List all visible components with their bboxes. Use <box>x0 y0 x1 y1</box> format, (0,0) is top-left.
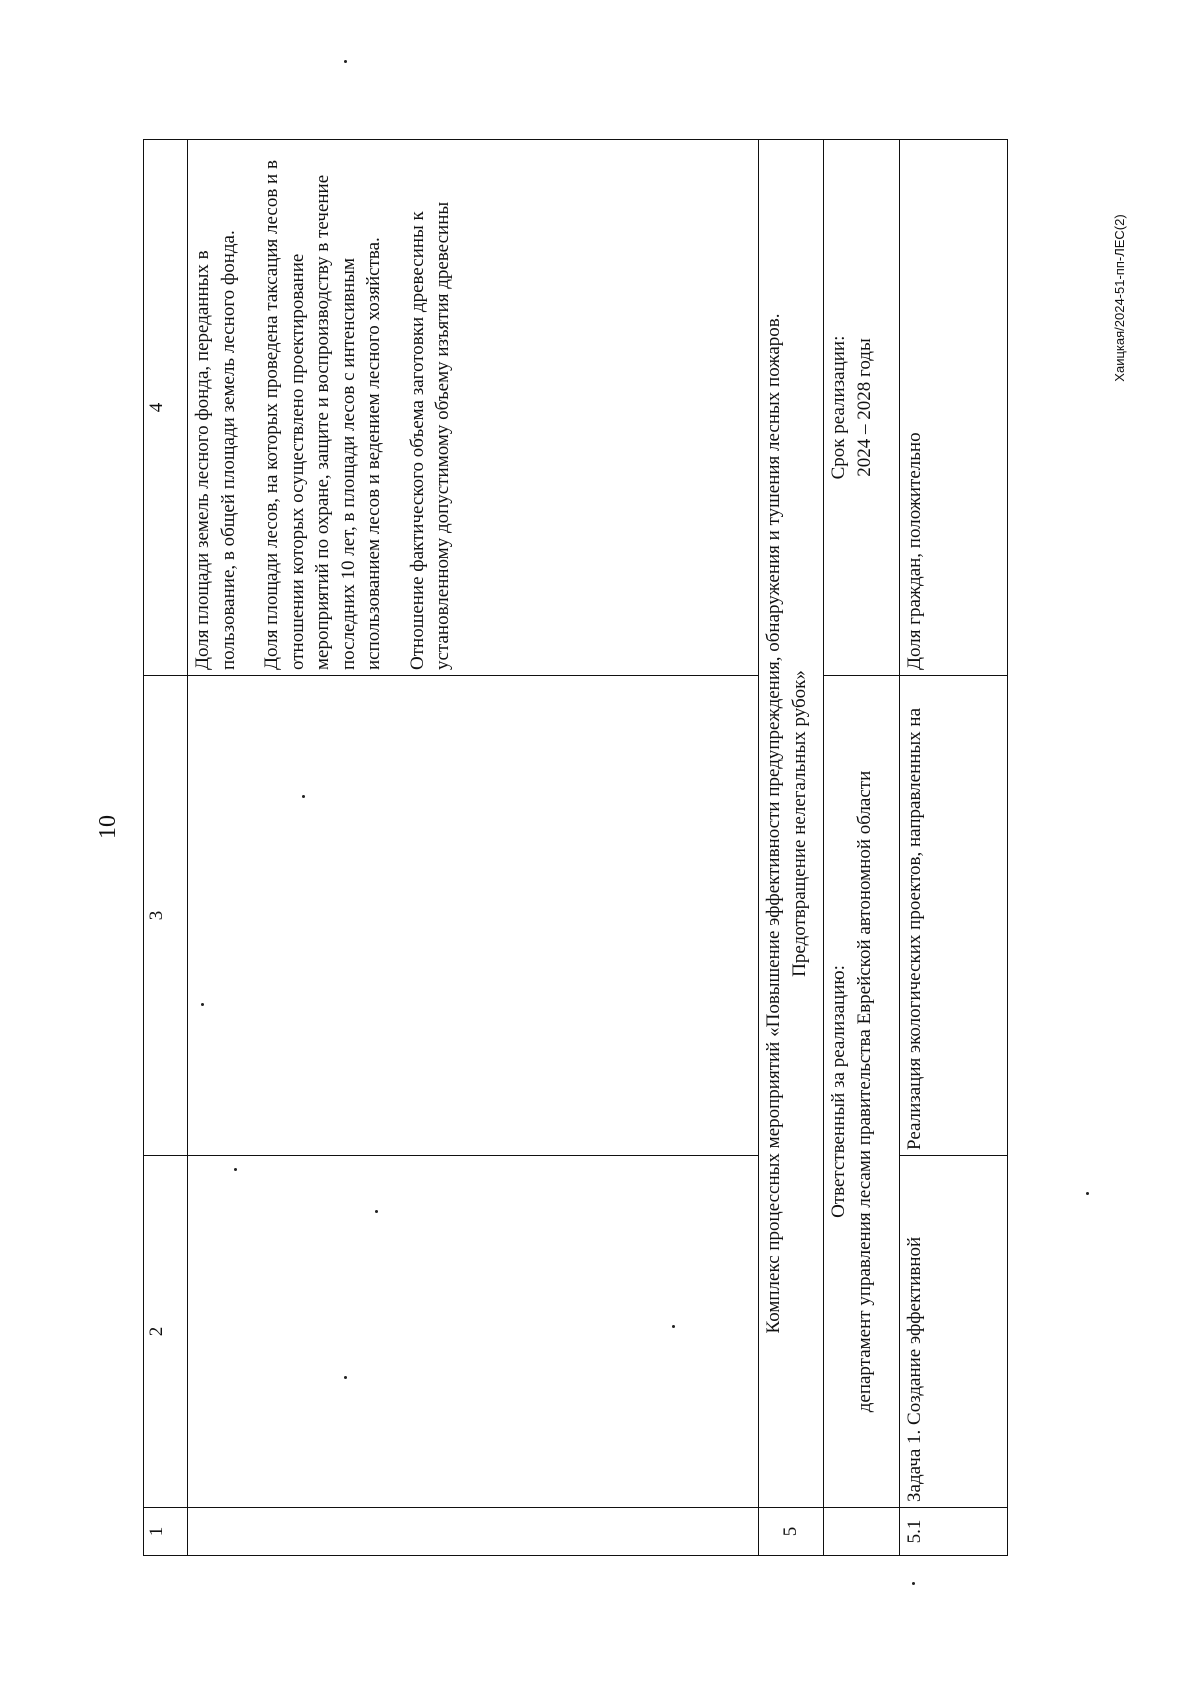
indicator-text: Отношение фактического объема заготовки древесины к установленному допустимому объему изъятия древесины <box>406 201 453 670</box>
indicator-text: Доля площади земель лесного фонда, переданных в пользование, в общей площади земель лесного фонда. <box>192 230 239 670</box>
table-row-task <box>900 140 1008 1556</box>
section-title <box>759 140 824 1508</box>
term-cell <box>824 140 900 676</box>
indicator-text: Доля площади лесов, на которых проведена таксация лесов и в отношении которых осуществлено проектирование мероприятий по охране, защите и воспроизводству в течение последних 10 лет, в площади лесов с интенсивным использованием лесов и ведением лесного хозяйства. <box>261 160 384 670</box>
document-table <box>143 139 1008 1556</box>
table-header-row <box>144 140 188 1556</box>
table-row-responsible <box>824 140 900 1556</box>
page-number: 10 <box>95 815 121 839</box>
scan-speck <box>1086 1192 1089 1195</box>
document-table-rotated <box>143 140 1006 1556</box>
task-number: 5.1 <box>900 1508 1008 1556</box>
scan-speck <box>912 1582 915 1585</box>
cell-empty <box>824 1508 900 1556</box>
header-col-1: 1 <box>144 1508 188 1556</box>
project-cell: Реализация экологических проектов, направленных на <box>900 676 1008 1156</box>
term-value: 2024 – 2028 годы <box>853 338 875 477</box>
header-col-4: 4 <box>144 140 188 676</box>
header-col-2: 2 <box>144 1156 188 1508</box>
cell-empty <box>188 1508 759 1556</box>
task-cell: Задача 1. Создание эффективной <box>900 1156 1008 1508</box>
responsible-cell <box>824 676 900 1508</box>
scan-speck <box>344 60 347 63</box>
responsible-value: департамент управления лесами правительства Еврейской автономной области <box>853 770 875 1413</box>
table-row-section <box>759 140 824 1556</box>
cell-empty <box>188 1156 759 1508</box>
header-col-3: 3 <box>144 676 188 1156</box>
section-title-line: Предотвращение нелегальных рубок» <box>788 670 810 977</box>
responsible-label: Ответственный за реализацию: <box>828 965 849 1218</box>
indicator-cell: Доля граждан, положительно <box>900 140 1008 676</box>
section-number: 5 <box>759 1508 824 1556</box>
cell-empty <box>188 676 759 1156</box>
table-row-indicators <box>188 140 759 1556</box>
term-label: Срок реализации: <box>828 335 849 480</box>
indicator-cell <box>188 140 759 676</box>
section-title-line: Комплекс процессных мероприятий «Повышение эффективности предупреждения, обнаружения и тушения лесных пожаров. <box>763 313 784 1334</box>
document-code: Хаицкая/2024-51-пп-ЛЕС(2) <box>1112 214 1127 382</box>
